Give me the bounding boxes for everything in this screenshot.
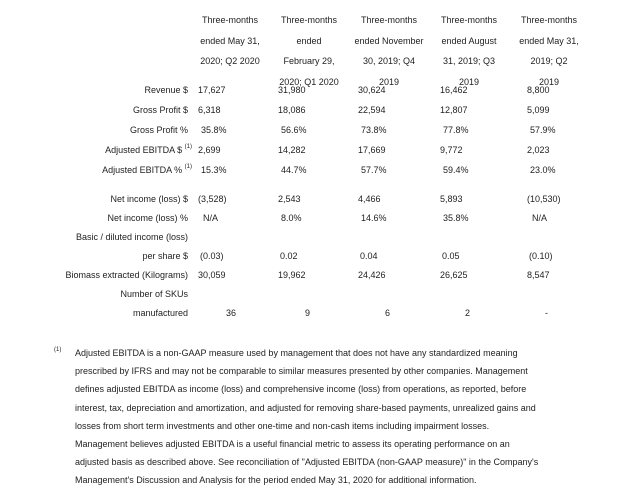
column-header-line: 2019; Q2	[530, 56, 568, 66]
table-cell: 35.8%	[443, 213, 469, 223]
footnote-line: losses from short term investments and other one-time and non-cash items including impairment losses.	[75, 420, 490, 431]
footnote-line: defines adjusted EBITDA as income (loss) and comprehensive income (loss) from operations, as reported, before	[75, 384, 527, 395]
table-cell: (10,530)	[527, 194, 561, 204]
row-label	[142, 247, 188, 266]
table-cell: 36	[226, 308, 237, 318]
row-label	[102, 161, 192, 180]
table-cell: 8.0%	[281, 213, 302, 223]
row-label	[65, 266, 188, 285]
footnote-reference: (1)	[184, 144, 192, 150]
column-header-line: 2020; Q1 2020	[279, 76, 339, 87]
table-cell: 2,543	[278, 194, 301, 204]
table-cell: 18,086	[278, 105, 306, 115]
column-header	[350, 10, 428, 92]
table-cell: N/A	[203, 213, 219, 223]
table-cell: 0.04	[360, 251, 378, 261]
row-label	[120, 285, 188, 304]
table-cell: 30,624	[358, 85, 386, 95]
table-cell: 30,059	[198, 270, 226, 280]
row-label-text: Revenue $	[144, 85, 188, 95]
table-cell: 73.8%	[361, 125, 387, 135]
table-cell: 12,807	[440, 105, 468, 115]
table-cell: (0.03)	[200, 251, 224, 261]
table-cell: 8,800	[527, 85, 550, 95]
row-label	[133, 101, 188, 120]
table-cell: 56.6%	[281, 125, 307, 135]
row-label-text: Gross Profit $	[132, 105, 188, 115]
column-header-line: ended May 31,	[200, 35, 260, 46]
table-cell: 16,462	[440, 85, 468, 95]
table-cell: 44.7%	[281, 165, 307, 175]
footnote-line: adjusted basis as described above. See reconciliation of "Adjusted EBITDA (non-GAAP measure)" in the Company's	[75, 457, 539, 468]
table-cell: 4,466	[358, 194, 381, 204]
table-cell: 2,699	[198, 145, 221, 155]
row-label	[105, 141, 192, 160]
column-header-line: Three-months	[520, 15, 578, 25]
footnote-line: Management believes adjusted EBITDA is a useful financial metric to assess its operating performance on an	[75, 439, 510, 450]
table-cell: 9	[305, 308, 311, 318]
table-cell: 0.02	[280, 251, 298, 261]
row-label-text: Adjusted EBITDA %	[102, 165, 183, 175]
table-cell: 14,282	[278, 145, 306, 155]
footnote-line: Management's Discussion and Analysis for the period ended May 31, 2020 for additional information.	[75, 475, 477, 486]
footnote-line: prescribed by IFRS and may not be comparable to similar measures presented by other companies. Management	[75, 366, 528, 377]
table-cell: 22,594	[358, 105, 386, 115]
table-cell: 24,426	[358, 270, 386, 280]
column-header-line: 2019	[458, 76, 480, 87]
row-label	[76, 228, 188, 247]
column-header-line: Three-months	[440, 15, 498, 25]
column-header-line: ended November	[354, 35, 424, 46]
table-cell: 14.6%	[361, 213, 387, 223]
row-label-text: Number of SKUs	[120, 289, 188, 299]
table-cell: 57.9%	[530, 125, 556, 135]
column-header	[430, 10, 508, 92]
table-cell: 17,627	[198, 85, 226, 95]
table-cell: 2	[465, 308, 471, 318]
table-cell: 6	[385, 308, 391, 318]
column-header-line: February 29,	[283, 56, 335, 66]
table-cell: 31,980	[278, 85, 306, 95]
column-header-line: 30, 2019; Q4	[362, 56, 416, 66]
footnote-line: interest, tax, depreciation and amortization, and adjusted for removing share-based payments, unrealized gains and	[75, 402, 536, 413]
column-header	[270, 10, 348, 92]
table-cell: (0.10)	[529, 251, 553, 261]
row-label	[133, 304, 188, 323]
table-cell: 57.7%	[361, 165, 387, 175]
footnote-text	[75, 344, 620, 490]
table-cell: 17,669	[358, 145, 386, 155]
row-label	[110, 190, 188, 209]
column-header-line: Three-months	[201, 15, 259, 25]
table-cell: 2,023	[527, 145, 550, 155]
table-cell: 9,772	[440, 145, 463, 155]
table-cell: 26,625	[440, 270, 468, 280]
table-cell: 23.0%	[530, 165, 556, 175]
footnote-marker: (1)	[54, 347, 62, 353]
column-header-line: ended May 31,	[519, 35, 579, 46]
table-cell: 59.4%	[443, 165, 469, 175]
footnote-reference: (1)	[184, 164, 192, 170]
row-label-text: Basic / diluted income (loss)	[75, 232, 188, 242]
table-cell: 5,893	[440, 194, 463, 204]
footnote-line: Adjusted EBITDA is a non-GAAP measure used by management that does not have any standardized meaning	[75, 348, 518, 358]
row-label	[130, 121, 188, 140]
column-header	[510, 10, 588, 92]
row-label-text: Adjusted EBITDA $	[105, 145, 183, 155]
row-label-text: Gross Profit %	[129, 125, 188, 135]
table-cell: 15.3%	[201, 165, 227, 175]
column-header-line: Three-months	[280, 15, 338, 25]
column-header-line: Three-months	[360, 15, 418, 25]
column-header-line: 31, 2019; Q3	[442, 56, 496, 66]
column-header	[191, 10, 269, 72]
row-label-text: Net income (loss) %	[107, 213, 188, 223]
column-header-line: ended August	[441, 35, 497, 46]
table-cell: 8,547	[527, 270, 550, 280]
row-label-text: Biomass extracted (Kilograms)	[65, 270, 188, 280]
table-cell: (3,528)	[198, 194, 227, 204]
column-header-line: 2019	[538, 76, 560, 87]
table-cell: 0.05	[442, 251, 460, 261]
table-cell: 35.8%	[201, 125, 227, 135]
table-cell: -	[545, 308, 548, 318]
table-cell: 19,962	[278, 270, 306, 280]
row-label	[107, 209, 188, 228]
table-cell: 77.8%	[443, 125, 469, 135]
row-label-text: per share $	[142, 251, 188, 261]
table-cell: 5,099	[527, 105, 550, 115]
row-label-text: Net income (loss) $	[110, 194, 188, 204]
row-label-text: manufactured	[132, 308, 188, 318]
table-cell: N/A	[532, 213, 548, 223]
column-header-line: 2019	[378, 76, 400, 87]
column-header-line: 2020; Q2 2020	[200, 56, 260, 66]
column-header-line: ended	[296, 35, 322, 46]
table-cell: 6,318	[198, 105, 221, 115]
row-label	[144, 81, 188, 100]
